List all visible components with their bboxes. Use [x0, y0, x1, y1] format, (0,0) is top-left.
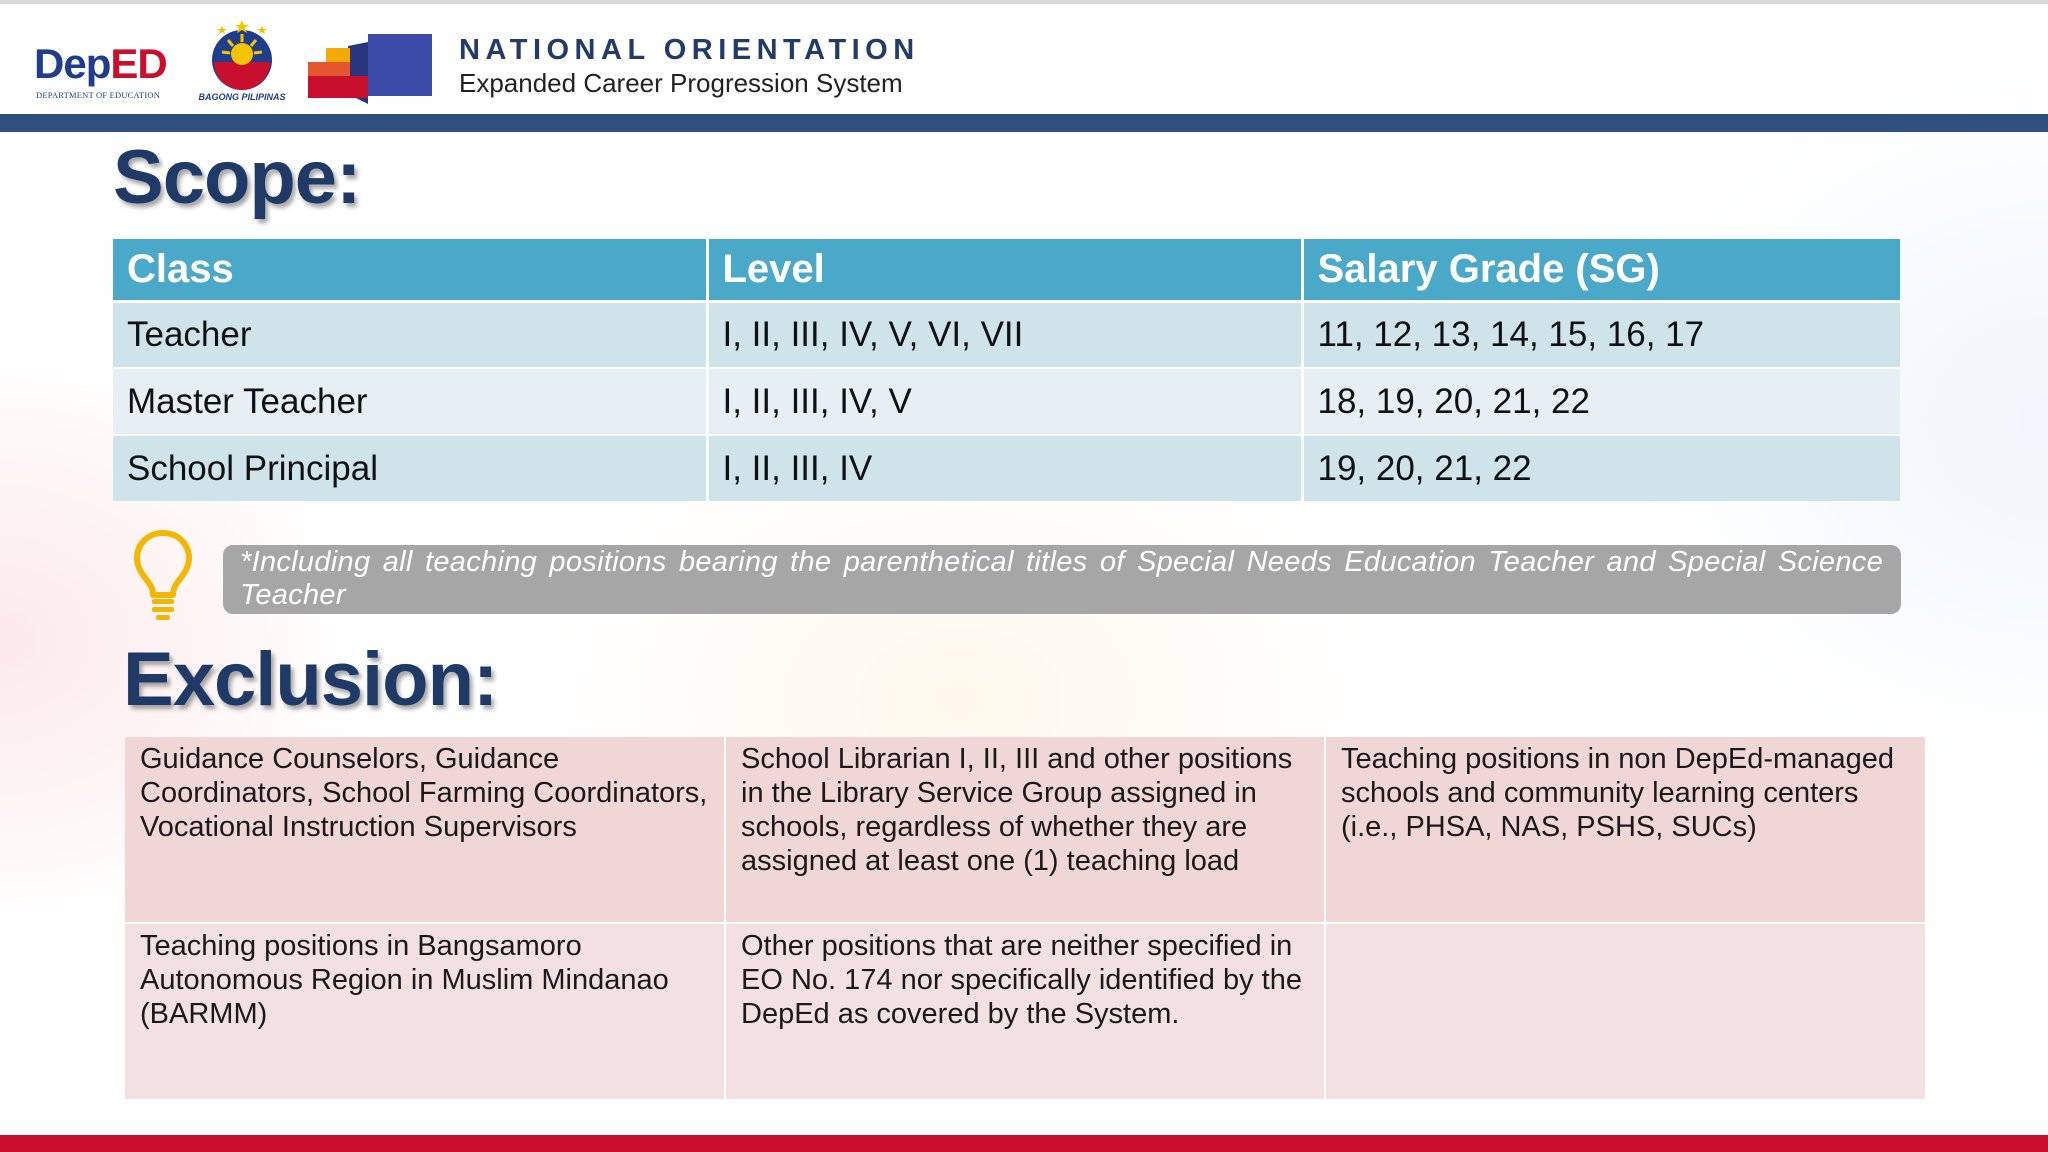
exclusion-row [125, 737, 1925, 923]
exclusion-item: Teaching positions in non DepEd-managed schools and community learning centers (i.e., PHSA, NAS, PSHS, SUCs) [1325, 737, 1925, 923]
lightbulb-icon [132, 527, 194, 621]
footer-bar [0, 1135, 2048, 1152]
header-divider-bar [0, 114, 2048, 132]
deped-logo-subtext: DEPARTMENT OF EDUCATION [36, 90, 161, 100]
table-row [113, 368, 1900, 435]
table-cell-class: Teacher [113, 301, 707, 368]
deped-wordmark: DepED [34, 40, 167, 87]
column-header-level: Level [707, 239, 1302, 301]
slide-header [0, 4, 2048, 114]
table-cell-salary-grade: 11, 12, 13, 14, 15, 16, 17 [1302, 301, 1900, 368]
table-cell-level: I, II, III, IV [707, 435, 1302, 502]
exclusion-item: Guidance Counselors, Guidance Coordinators, School Farming Coordinators, Vocational Instruction Supervisors [125, 737, 725, 923]
ecps-logo-icon [308, 32, 434, 104]
deped-logo [34, 30, 184, 104]
bagong-pilipinas-text: BAGONG PILIPINAS [198, 92, 286, 102]
scope-note [223, 545, 1901, 614]
scope-note-text: *Including all teaching positions bearing the parenthetical titles of Special Needs Education Teacher and Special Science Teacher [240, 546, 1883, 611]
table-cell-salary-grade: 18, 19, 20, 21, 22 [1302, 368, 1900, 435]
exclusion-row [125, 923, 1925, 1100]
scope-table [113, 239, 1900, 503]
exclusion-item: School Librarian I, II, III and other positions in the Library Service Group assigned in schools, regardless of whether they are assigned at least one (1) teaching load [725, 737, 1325, 923]
scope-heading: Scope: [113, 135, 361, 220]
exclusion-item: Other positions that are neither specified in EO No. 174 nor specifically identified by the DepEd as covered by the System. [725, 923, 1325, 1100]
ecps-logo [308, 32, 434, 104]
table-cell-class: School Principal [113, 435, 707, 502]
exclusion-item-empty [1325, 923, 1925, 1100]
scope-table-header-row [113, 239, 1900, 301]
bagong-pilipinas-emblem-icon [192, 18, 292, 92]
exclusion-item: Teaching positions in Bangsamoro Autonomous Region in Muslim Mindanao (BARMM) [125, 923, 725, 1100]
table-row [113, 301, 1900, 368]
exclusion-heading: Exclusion: [123, 637, 498, 722]
exclusion-grid [125, 737, 1925, 1101]
table-row [113, 435, 1900, 502]
column-header-class: Class [113, 239, 707, 301]
table-cell-level: I, II, III, IV, V, VI, VII [707, 301, 1302, 368]
header-subtitle: Expanded Career Progression System [459, 68, 903, 98]
header-title: NATIONAL ORIENTATION [459, 34, 920, 66]
table-cell-level: I, II, III, IV, V [707, 368, 1302, 435]
column-header-salary-grade: Salary Grade (SG) [1302, 239, 1900, 301]
bagong-pilipinas-logo [192, 18, 292, 108]
table-cell-salary-grade: 19, 20, 21, 22 [1302, 435, 1900, 502]
table-cell-class: Master Teacher [113, 368, 707, 435]
